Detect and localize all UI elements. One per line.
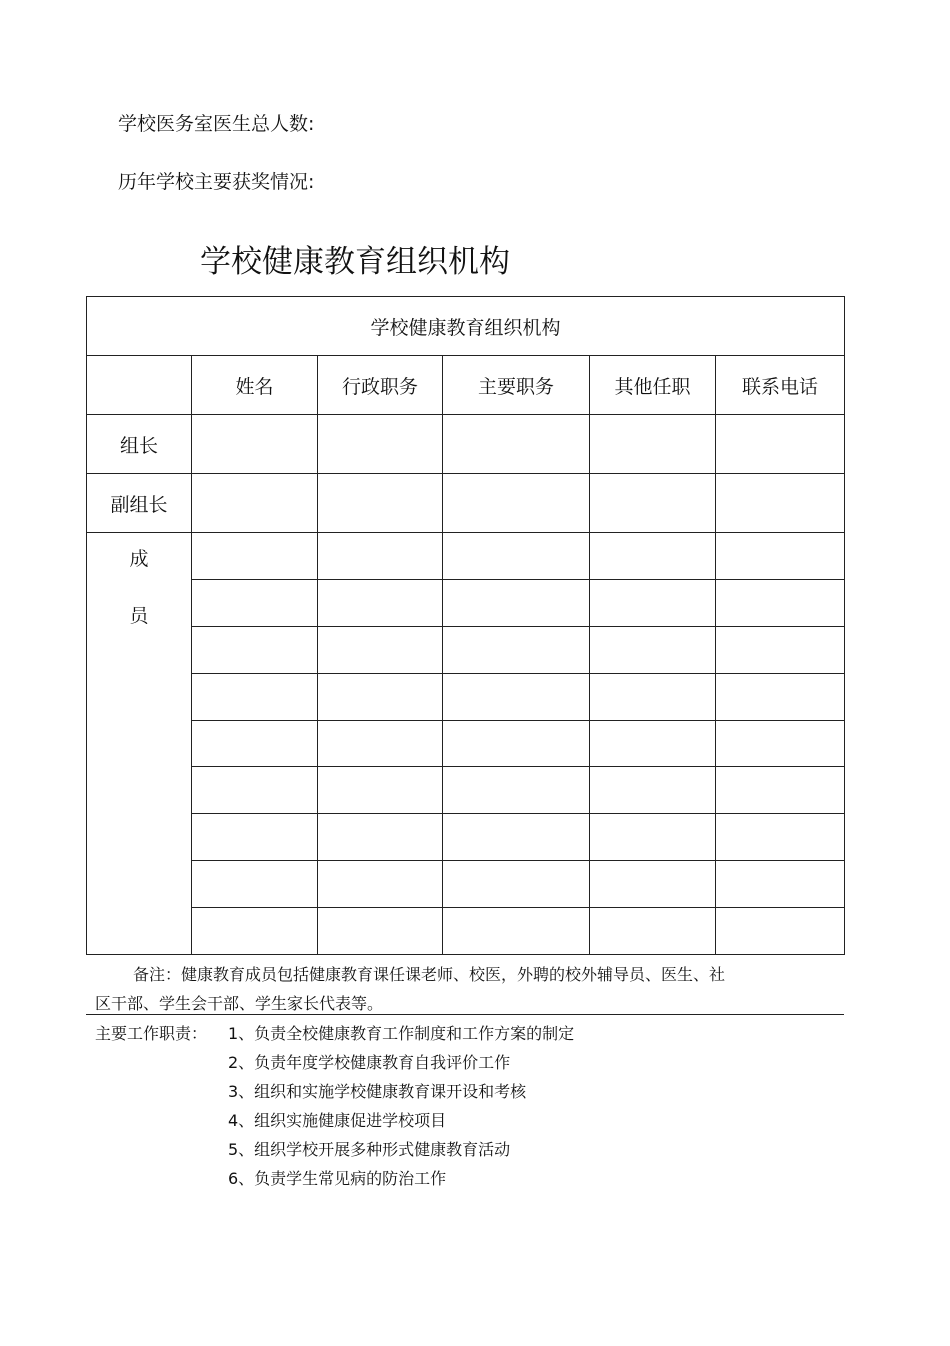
cell[interactable] — [318, 861, 443, 908]
cell[interactable] — [192, 580, 318, 627]
cell[interactable] — [192, 814, 318, 861]
cell[interactable] — [443, 533, 590, 580]
cell[interactable] — [318, 626, 443, 673]
row-label-leader: 组长 — [87, 415, 192, 474]
cell[interactable] — [443, 580, 590, 627]
page-title: 学校健康教育组织机构 — [200, 244, 510, 280]
cell[interactable] — [318, 415, 443, 474]
cell[interactable] — [443, 908, 590, 955]
awards-label: 历年学校主要获奖情况: — [118, 171, 315, 193]
table-row — [87, 474, 845, 533]
cell[interactable] — [590, 720, 716, 767]
table-row — [87, 767, 845, 814]
members-char-2: 员 — [129, 605, 149, 628]
cell[interactable] — [192, 767, 318, 814]
cell[interactable] — [716, 415, 845, 474]
cell[interactable] — [716, 767, 845, 814]
cell[interactable] — [443, 474, 590, 533]
header-blank — [87, 356, 192, 415]
remark-line-2: 区干部、学生会干部、学生家长代表等。 — [95, 994, 384, 1013]
cell[interactable] — [590, 415, 716, 474]
list-item: 1、负责全校健康教育工作制度和工作方案的制定 — [228, 1024, 575, 1043]
row-label-members — [87, 533, 192, 955]
cell[interactable] — [192, 673, 318, 720]
header-main-duty: 主要职务 — [443, 356, 590, 415]
cell[interactable] — [716, 861, 845, 908]
table-row — [87, 908, 845, 955]
header-row — [87, 356, 845, 415]
divider — [86, 1014, 844, 1015]
list-item: 5、组织学校开展多种形式健康教育活动 — [228, 1140, 511, 1159]
header-phone: 联系电话 — [716, 356, 845, 415]
cell[interactable] — [192, 415, 318, 474]
header-admin-title: 行政职务 — [318, 356, 443, 415]
cell[interactable] — [318, 673, 443, 720]
cell[interactable] — [318, 767, 443, 814]
cell[interactable] — [318, 580, 443, 627]
cell[interactable] — [443, 767, 590, 814]
cell[interactable] — [443, 673, 590, 720]
cell[interactable] — [318, 720, 443, 767]
cell[interactable] — [590, 533, 716, 580]
doctor-count-label: 学校医务室医生总人数: — [118, 113, 315, 135]
cell[interactable] — [590, 474, 716, 533]
cell[interactable] — [192, 533, 318, 580]
cell[interactable] — [590, 767, 716, 814]
cell[interactable] — [192, 626, 318, 673]
cell[interactable] — [716, 533, 845, 580]
row-label-deputy: 副组长 — [87, 474, 192, 533]
list-item: 3、组织和实施学校健康教育课开设和考核 — [228, 1082, 527, 1101]
cell[interactable] — [318, 533, 443, 580]
cell[interactable] — [590, 673, 716, 720]
header-other-role: 其他任职 — [590, 356, 716, 415]
cell[interactable] — [192, 861, 318, 908]
cell[interactable] — [192, 720, 318, 767]
cell[interactable] — [716, 673, 845, 720]
table-caption: 学校健康教育组织机构 — [87, 297, 845, 356]
table-row — [87, 814, 845, 861]
cell[interactable] — [443, 861, 590, 908]
cell[interactable] — [443, 626, 590, 673]
list-item: 2、负责年度学校健康教育自我评价工作 — [228, 1053, 511, 1072]
organization-table — [86, 296, 845, 955]
cell[interactable] — [318, 474, 443, 533]
table-row — [87, 580, 845, 627]
cell[interactable] — [443, 814, 590, 861]
cell[interactable] — [590, 861, 716, 908]
cell[interactable] — [192, 908, 318, 955]
cell[interactable] — [716, 908, 845, 955]
table-row — [87, 720, 845, 767]
cell[interactable] — [716, 580, 845, 627]
table-row — [87, 673, 845, 720]
table-row — [87, 861, 845, 908]
header-name: 姓名 — [192, 356, 318, 415]
cell[interactable] — [318, 908, 443, 955]
members-char-1: 成 — [129, 548, 149, 571]
cell[interactable] — [443, 720, 590, 767]
table-row — [87, 626, 845, 673]
cell[interactable] — [590, 908, 716, 955]
cell[interactable] — [716, 474, 845, 533]
cell[interactable] — [590, 580, 716, 627]
cell[interactable] — [443, 415, 590, 474]
remark — [95, 960, 815, 1018]
cell[interactable] — [192, 474, 318, 533]
duties-list — [228, 1019, 574, 1193]
cell[interactable] — [318, 814, 443, 861]
duties-label: 主要工作职责： — [95, 1024, 208, 1043]
table-row — [87, 415, 845, 474]
table-row — [87, 533, 845, 580]
list-item: 6、负责学生常见病的防治工作 — [228, 1169, 447, 1188]
remark-line-1: 备注：健康教育成员包括健康教育课任课老师、校医，外聘的校外辅导员、医生、社 — [133, 965, 726, 984]
cell[interactable] — [716, 720, 845, 767]
cell[interactable] — [716, 814, 845, 861]
cell[interactable] — [590, 814, 716, 861]
cell[interactable] — [590, 626, 716, 673]
cell[interactable] — [716, 626, 845, 673]
list-item: 4、组织实施健康促进学校项目 — [228, 1111, 447, 1130]
